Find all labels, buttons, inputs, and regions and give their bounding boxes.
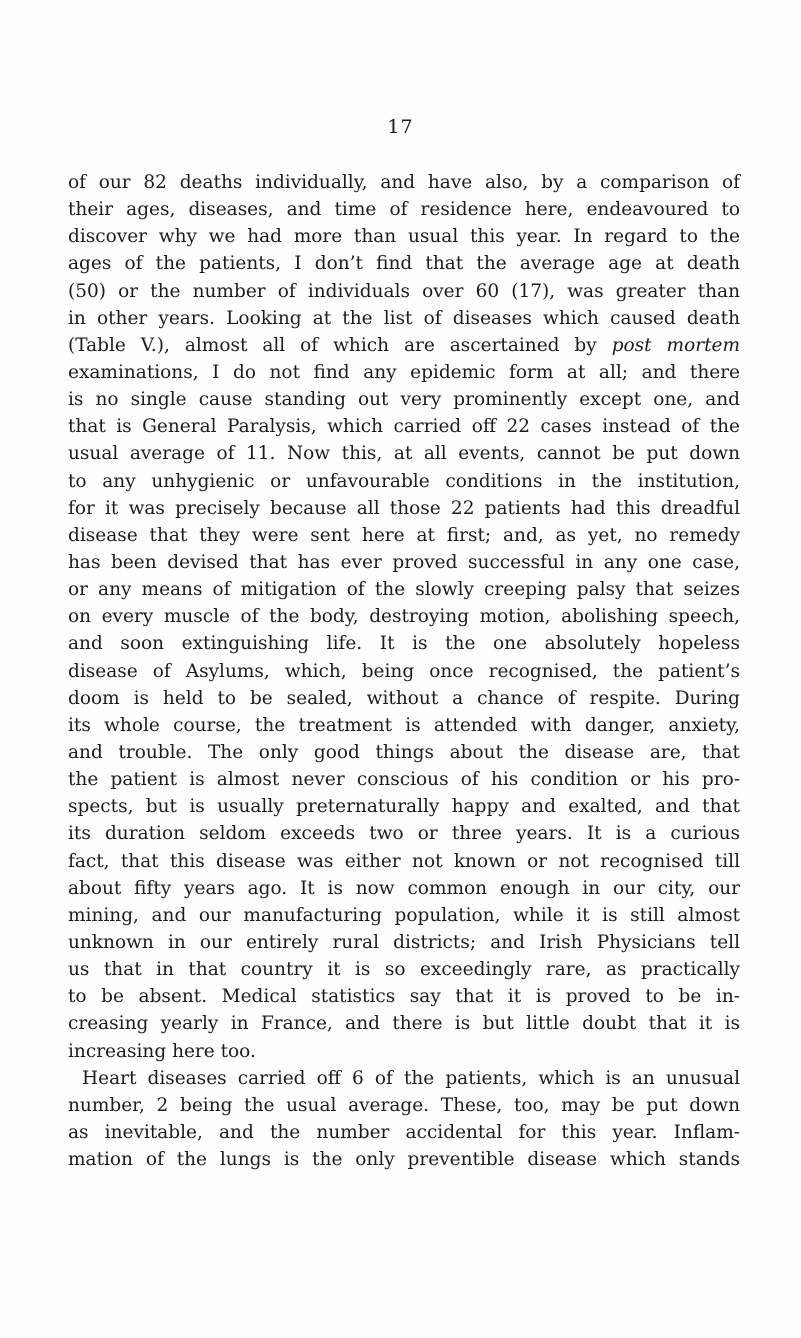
text-line [68,250,740,277]
text-segment: of our 82 deaths individually, and have also, by a comparison of [68,172,740,193]
text-line [68,1092,740,1119]
text-segment: as inevitable, and the number accidental for this year. Inflam- [68,1121,740,1143]
text-line [68,522,740,549]
text-segment: unknown in our entirely rural districts; and Irish Physicians tell [68,931,740,953]
text-segment: has been devised that has ever proved successful in any one case, [68,551,740,573]
text-line [68,278,740,305]
text-segment: about fifty years ago. It is now common enough in our city, our [68,877,740,899]
text-segment: that is General Paralysis, which carried off 22 cases instead of the [68,416,740,438]
text-line [68,848,740,875]
italic-text: post mortem [611,334,740,356]
text-segment: and trouble. The only good things about the disease are, that [68,741,740,763]
text-segment: to any unhygienic or unfavourable conditions in the institution, [68,470,740,492]
text-segment: disease of Asylums, which, being once recognised, the patient’s [68,660,740,682]
text-segment: Heart diseases carried off 6 of the patients, which is an unusual [82,1067,740,1089]
text-segment: examinations, I do not find any epidemic form at all; and there [68,361,740,383]
text-line [68,983,740,1010]
text-line [68,196,740,223]
text-segment: usual average of 11. Now this, at all events, cannot be put down [68,443,740,465]
text-line [68,630,740,657]
text-segment: for it was precisely because all those 22 patients had this dreadful [68,497,740,519]
text-line [68,902,740,929]
text-segment: fact, that this disease was either not known or not recognised till [68,850,740,872]
text-segment: its duration seldom exceeds two or three years. It is a curious [68,823,740,845]
text-line [68,875,740,902]
text-line [68,576,740,603]
text-line [68,956,740,983]
text-segment: (Table V.), almost all of which are ascertained by [68,334,612,356]
text-line [68,1065,740,1092]
text-segment: increasing here too. [68,1040,256,1062]
text-segment: to be absent. Medical statistics say that it is proved to be in- [68,986,740,1008]
text-segment: doom is held to be sealed, without a chance of respite. During [68,687,740,709]
text-line [68,603,740,630]
text-segment: or any means of mitigation of the slowly creeping palsy that seizes [68,579,740,601]
page-number: 17 [387,116,414,138]
text-segment: in other years. Looking at the list of diseases which caused death [68,307,740,329]
text-line [68,223,740,250]
text-line [68,169,740,196]
text-line [68,495,740,522]
text-line [68,1119,740,1146]
text-segment: and soon extinguishing life. It is the one absolutely hopeless [68,633,740,655]
text-line [68,793,740,820]
text-segment: mation of the lungs is the only preventible disease which stands [68,1149,740,1171]
text-line [68,766,740,793]
text-line [68,1010,740,1037]
text-line [68,820,740,847]
text-line [68,549,740,576]
body-text [68,169,740,1173]
text-segment: creasing yearly in France, and there is but little doubt that it is [68,1013,740,1035]
text-line [68,1146,740,1173]
text-line [68,359,740,386]
text-segment: mining, and our manufacturing population, while it is still almost [68,904,740,926]
text-segment: is no single cause standing out very prominently except one, and [68,389,740,411]
text-segment: number, 2 being the usual average. These, too, may be put down [68,1094,740,1116]
text-line [68,712,740,739]
text-line [68,440,740,467]
text-segment: its whole course, the treatment is attended with danger, anxiety, [68,714,740,736]
text-segment: their ages, diseases, and time of residence here, endeavoured to [68,199,740,221]
text-line [68,929,740,956]
text-segment: the patient is almost never conscious of his condition or his pro- [68,769,740,791]
text-line [68,305,740,332]
text-line [68,468,740,495]
text-segment: (50) or the number of individuals over 60 (17), was greater than [68,280,740,302]
text-line [68,685,740,712]
text-segment: ages of the patients, I don’t find that the average age at death [68,253,740,275]
text-line [68,739,740,766]
text-segment: on every muscle of the body, destroying motion, abolishing speech, [68,606,740,628]
text-segment: discover why we had more than usual this year. In regard to the [68,226,740,248]
text-line [68,658,740,685]
text-line [68,386,740,413]
text-segment: spects, but is usually preternaturally happy and exalted, and that [68,796,740,818]
text-segment: disease that they were sent here at first; and, as yet, no remedy [68,524,740,546]
text-line [68,1038,740,1065]
text-line [68,413,740,440]
text-segment: us that in that country it is so exceedingly rare, as practically [68,959,740,981]
text-line [68,332,740,359]
